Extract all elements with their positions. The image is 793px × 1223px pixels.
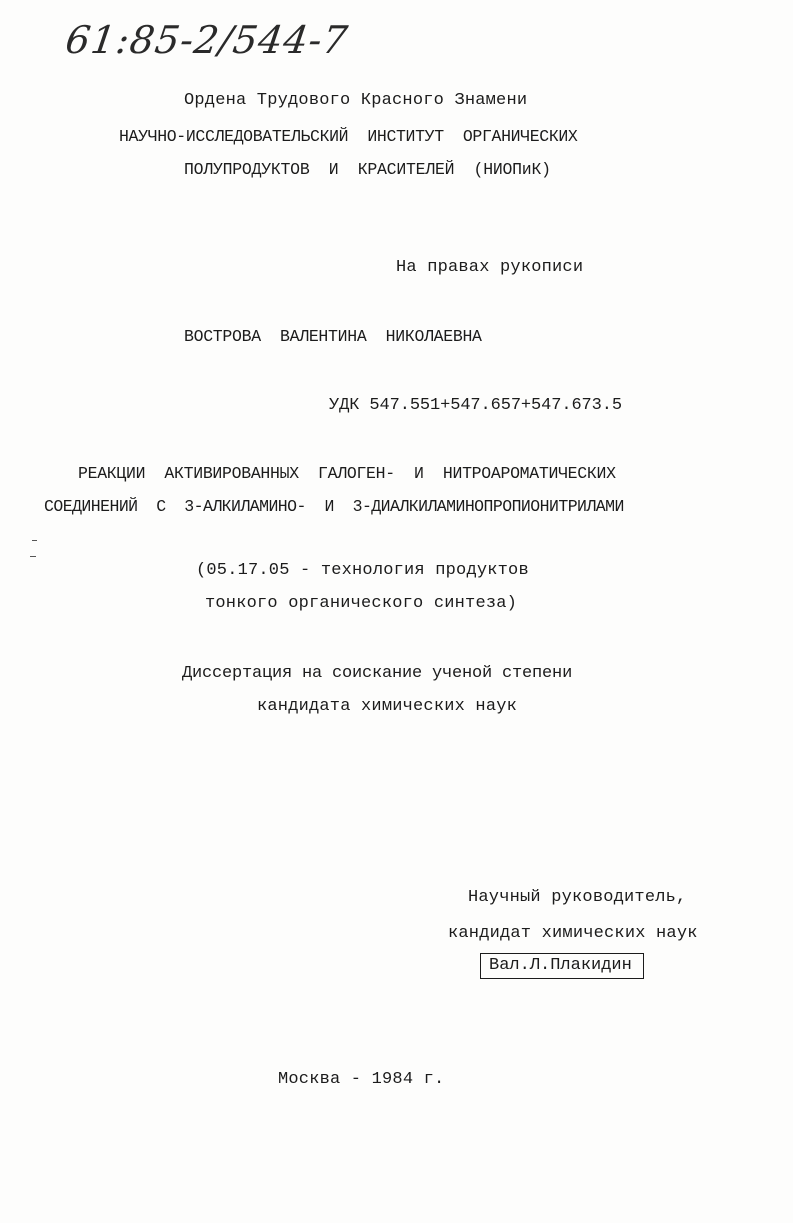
degree-line-1: Диссертация на соискание ученой степени (182, 664, 573, 683)
place-year: Москва - 1984 г. (278, 1070, 445, 1089)
supervisor-role: Научный руководитель, (468, 888, 687, 907)
rights-note: На правах рукописи (396, 258, 584, 277)
specialty-line-1: (05.17.05 - технология продуктов (196, 561, 529, 580)
supervisor-title: кандидат химических наук (448, 924, 698, 943)
margin-tick (30, 556, 36, 557)
degree-line-2: кандидата химических наук (257, 697, 518, 716)
institute-line-2: ПОЛУПРОДУКТОВ И КРАСИТЕЛЕЙ (НИОПиК) (184, 160, 551, 179)
specialty-line-2: тонкого органического синтеза) (205, 594, 518, 613)
author-name: ВОСТРОВА ВАЛЕНТИНА НИКОЛАЕВНА (184, 327, 482, 346)
supervisor-name-box (480, 953, 644, 979)
order-line: Ордена Трудового Красного Знамени (184, 91, 528, 110)
institute-line-1: НАУЧНО-ИССЛЕДОВАТЕЛЬСКИЙ ИНСТИТУТ ОРГАНИЧЕСКИХ (119, 127, 578, 146)
udc-code: УДК 547.551+547.657+547.673.5 (329, 396, 622, 415)
title-line-1: РЕАКЦИИ АКТИВИРОВАННЫХ ГАЛОГЕН- И НИТРОАРОМАТИЧЕСКИХ (78, 464, 616, 483)
supervisor-name: Вал.Л.Плакидин (489, 956, 632, 975)
title-line-2: СОЕДИНЕНИЙ С 3-АЛКИЛАМИНО- И 3-ДИАЛКИЛАМИНОПРОПИОНИТРИЛАМИ (44, 497, 624, 516)
margin-tick (32, 540, 37, 541)
archive-number: 61:85-2/544-7 (62, 18, 351, 62)
